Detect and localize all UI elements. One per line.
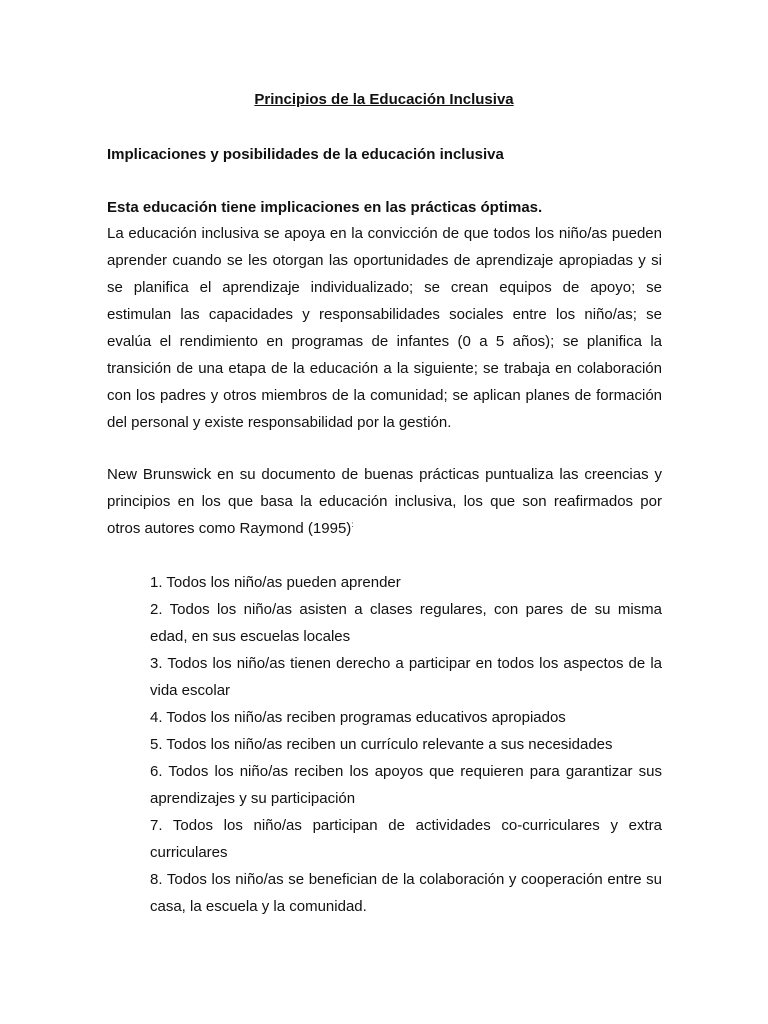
list-item: 6. Todos los niño/as reciben los apoyos que requieren para garantizar sus aprendizajes y su participación <box>150 763 662 807</box>
list-item: 4. Todos los niño/as reciben programas educativos apropiados <box>150 709 566 726</box>
paragraph-2-text: New Brunswick en su documento de buenas prácticas puntualiza las creencias y principios en los que basa la educación inclusiva, los que son reafirmados por otros autores como Raymond (1995) <box>107 466 662 537</box>
list-item: 8. Todos los niño/as se benefician de la colaboración y cooperación entre su casa, la escuela y la comunidad. <box>150 871 662 915</box>
document-subtitle: Implicaciones y posibilidades de la educación inclusiva <box>107 146 504 163</box>
list-item: 2. Todos los niño/as asisten a clases regulares, con pares de su misma edad, en sus escuelas locales <box>150 601 662 645</box>
list-item: 3. Todos los niño/as tienen derecho a participar en todos los aspectos de la vida escolar <box>150 655 662 699</box>
document-title-text: Principios de la Educación Inclusiva <box>254 91 514 108</box>
list-item: 1. Todos los niño/as pueden aprender <box>150 574 401 591</box>
paragraph-2 <box>107 461 662 542</box>
section-heading: Esta educación tiene implicaciones en las prácticas óptimas. <box>107 199 543 216</box>
document-title <box>0 91 768 108</box>
footnote-mark: : <box>351 520 354 529</box>
principles-list <box>150 569 662 920</box>
list-item: 5. Todos los niño/as reciben un currículo relevante a sus necesidades <box>150 736 613 753</box>
paragraph-1: La educación inclusiva se apoya en la convicción de que todos los niño/as pueden aprender cuando se les otorgan las oportunidades de aprendizaje apropiadas y si se planifica el aprendizaje individualizado; se crean equipos de apoyo; se estimulan las capacidades y responsabilidades sociales entre los niño/as; se evalúa el rendimiento en programas de infantes (0 a 5 años); se planifica la transición de una etapa de la educación a la siguiente; se trabaja en colaboración con los padres y otros miembros de la comunidad; se aplican planes de formación del personal y existe responsabilidad por la gestión. <box>107 225 662 431</box>
list-item: 7. Todos los niño/as participan de actividades co-curriculares y extra curriculares <box>150 817 662 861</box>
